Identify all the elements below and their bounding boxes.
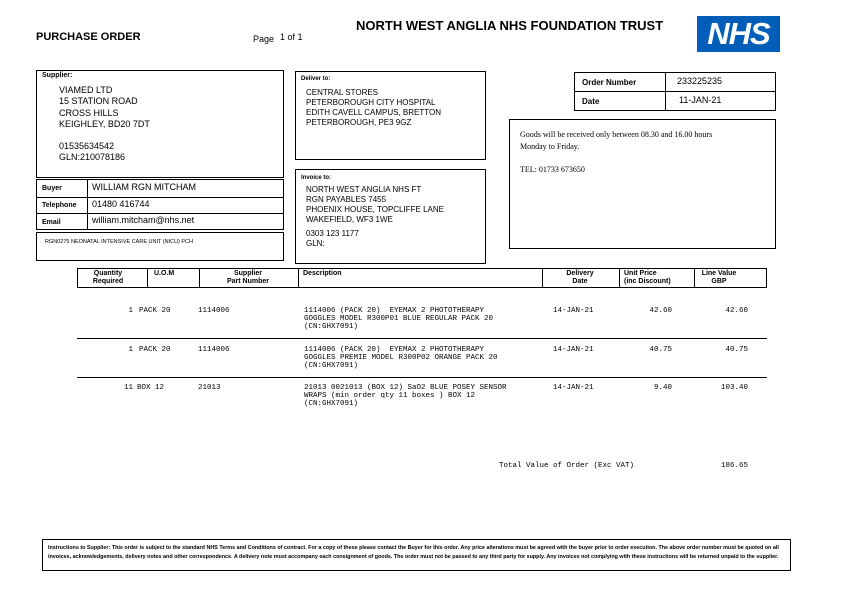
row1-uom: PACK 20	[139, 307, 171, 315]
row3-uom: BOX 12	[137, 384, 165, 392]
row2-unit-price: 40.75	[649, 346, 672, 354]
qty-header: Quantity Required	[92, 270, 124, 285]
row1-qty: 1	[128, 307, 133, 315]
row3-date: 14-JAN-21	[553, 384, 594, 392]
delivery-date-header: Delivery Date	[566, 270, 594, 285]
row2-part: 1114006	[198, 346, 230, 354]
email-label: Email	[42, 219, 61, 226]
unit-price-header: Unit Price (inc Discount)	[624, 270, 671, 285]
buyer-box	[36, 179, 284, 230]
supplier-box	[36, 70, 284, 178]
table-header	[77, 268, 767, 288]
email-value: william.mitcham@nhs.net	[92, 215, 195, 225]
invoice-box	[295, 169, 486, 264]
row1-line-value: 42.60	[725, 307, 748, 315]
page-title: PURCHASE ORDER	[36, 31, 141, 43]
department-text: RGN0275 NEONATAL INTENSIVE CARE UNIT (NICU) PCH	[45, 239, 194, 245]
invoice-address: NORTH WEST ANGLIA NHS FT RGN PAYABLES 7455 PHOENIX HOUSE, TOPCLIFFE LANE WAKEFIELD, WF3 1WE 0303 123 1177 GLN:	[306, 185, 444, 248]
row2-date: 14-JAN-21	[553, 346, 594, 354]
deliver-address: CENTRAL STORES PETERBOROUGH CITY HOSPITAL EDITH CAVELL CAMPUS, BRETTON PETERBOROUGH, PE3 9GZ	[306, 88, 441, 127]
row2-qty: 1	[128, 346, 133, 354]
row2-description: 1114006 (PACK 20) EYEMAX 2 PHOTOTHERAPY GOGGLES PREMIE MODEL R300P02 ORANGE PACK 20 (CN:GHX7091)	[304, 346, 498, 370]
uom-header: U.O.M	[154, 270, 175, 277]
total-label: Total Value of Order (Exc VAT)	[499, 462, 635, 470]
line-value-header: Line Value GBP	[701, 270, 737, 285]
row1-date: 14-JAN-21	[553, 307, 594, 315]
row3-qty: 11	[123, 384, 133, 392]
row2-uom: PACK 20	[139, 346, 171, 354]
row1-description: 1114006 (PACK 20) EYEMAX 2 PHOTOTHERAPY GOGGLES MODEL R300P01 BLUE REGULAR PACK 20 (CN:GHX7091)	[304, 307, 494, 331]
order-date-label: Date	[582, 97, 600, 106]
description-header: Description	[303, 270, 342, 277]
supplier-instructions: Instructions to Supplier: This order is subject to the standard NHS Terms and Conditions of contract. For a copy of these please contact the Buyer for this order. Any price alterations must be agreed with the buyer prior to order execution. The above order number must be quoted on all invoices, acknowledgements, delivery notes and other correspondence. A delivery note must accompany each consignment of goods. The order must not be passed to any third party for supply. Any invoices not complying with these instructions will be returned unpaid to the supplier.	[48, 545, 779, 560]
telephone-value: 01480 416744	[92, 199, 150, 209]
delivery-notes-box	[509, 119, 776, 249]
total-value: 186.65	[720, 462, 748, 470]
nhs-logo: NHS	[697, 16, 780, 52]
telephone-label: Telephone	[42, 202, 77, 209]
order-number-value: 233225235	[677, 76, 723, 86]
delivery-hours-note: Goods will be received only between 08.30 and 16.00 hours Monday to Friday.	[520, 130, 713, 151]
deliver-label: Deliver to:	[301, 76, 331, 82]
delivery-telephone: TEL: 01733 673650	[520, 165, 585, 174]
supplier-label: Supplier:	[42, 72, 73, 79]
invoice-label: Invoice to:	[301, 175, 332, 181]
row1-part: 1114006	[198, 307, 230, 315]
row2-line-value: 40.75	[725, 346, 748, 354]
row3-part: 21013	[198, 384, 221, 392]
trust-name: NORTH WEST ANGLIA NHS FOUNDATION TRUST	[356, 18, 664, 33]
row1-unit-price: 42.60	[649, 307, 672, 315]
part-header: Supplier Part Number	[226, 270, 269, 285]
department-box	[36, 232, 284, 261]
deliver-box	[295, 71, 486, 160]
row3-description: 21013 0021013 (BOX 12) SaO2 BLUE POSEY SENSOR WRAPS (min order qty 11 boxes ) BOX 12 (CN:GHX7091)	[304, 384, 507, 408]
row3-unit-price: 9.40	[653, 384, 672, 392]
page-number: 1 of 1	[280, 32, 303, 42]
page-label: Page	[253, 34, 275, 44]
supplier-address: VIAMED LTD 15 STATION ROAD CROSS HILLS KEIGHLEY, BD20 7DT 01535634542 GLN:210078186	[59, 85, 150, 163]
buyer-name: WILLIAM RGN MITCHAM	[92, 182, 197, 192]
buyer-label: Buyer	[42, 185, 62, 192]
order-info-box	[574, 72, 776, 111]
row3-line-value: 103.40	[720, 384, 748, 392]
order-date-value: 11-JAN-21	[679, 95, 722, 105]
order-number-label: Order Number	[582, 78, 637, 87]
supplier-instructions-box	[42, 539, 791, 571]
